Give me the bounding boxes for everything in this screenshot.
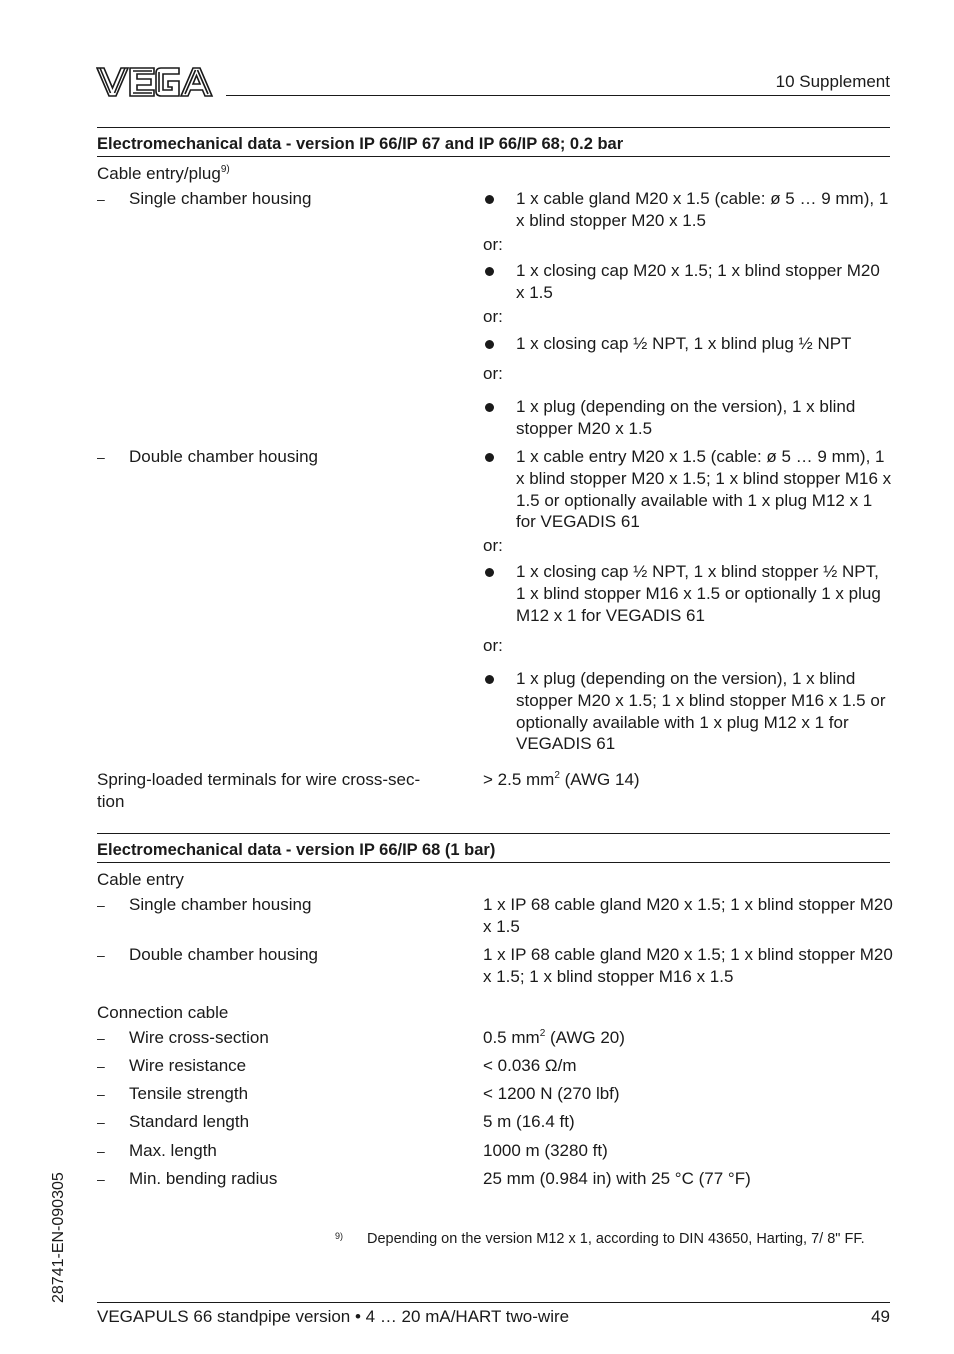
or-text: or: bbox=[483, 235, 503, 254]
cable-entry-label: Cable entry bbox=[97, 870, 184, 889]
list-item: 1 x closing cap M20 x 1.5; 1 x blind stopper M20 x 1.5 bbox=[483, 260, 893, 304]
table-row-label: – Wire resistance bbox=[97, 1056, 247, 1075]
document-code: 28741-EN-090305 bbox=[50, 1172, 67, 1303]
bullet-icon bbox=[485, 453, 494, 462]
section-title-ip67: Electromechanical data - version IP 66/IP 67 and IP 66/IP 68; 0.2 bar bbox=[97, 127, 890, 157]
table-row-label: – Min. bending radius bbox=[97, 1169, 278, 1188]
or-text: or: bbox=[483, 364, 503, 383]
footnote-ref[interactable]: 9) bbox=[220, 164, 230, 175]
table-row-value: 0.5 $mm^2$ (AWG 20) bbox=[483, 1028, 625, 1047]
list-item: 1 x plug (depending on the version), 1 x blind stopper M20 x 1.5 bbox=[483, 396, 893, 440]
chapter-heading: 10 Supplement bbox=[775, 72, 890, 91]
table-row-value: < 1200 N (270 lbf) bbox=[483, 1084, 620, 1103]
single-chamber-label: – Single chamber housing bbox=[97, 895, 312, 914]
page-number: 49 bbox=[871, 1307, 890, 1326]
vega-logo bbox=[96, 66, 214, 98]
list-item: 1 x closing cap ½ NPT, 1 x blind plug ½ NPT bbox=[483, 333, 893, 355]
bullet-icon bbox=[485, 340, 494, 349]
table-row-value: 1000 m (3280 ft) bbox=[483, 1141, 608, 1160]
list-item: 1 x plug (depending on the version), 1 x blind stopper M20 x 1.5; 1 x blind stopper M16 x 1.5 or optionally available with 1 x plug M12 x 1 for VEGADIS 61 bbox=[483, 668, 893, 755]
footnote-text: Depending on the version M12 x 1, according to DIN 43650, Harting, 7/ 8" FF. bbox=[367, 1231, 865, 1247]
cable-entry-plug-label: Cable entry/plug$^{9)}$ bbox=[97, 164, 230, 183]
or-text: or: bbox=[483, 636, 503, 655]
bullet-icon bbox=[485, 403, 494, 412]
or-text: or: bbox=[483, 536, 503, 555]
terminals-label: Spring-loaded terminals for wire cross-sec- tion bbox=[97, 770, 421, 811]
bullet-icon bbox=[485, 675, 494, 684]
connection-cable-label: Connection cable bbox=[97, 1003, 229, 1022]
double-chamber-value: 1 x IP 68 cable gland M20 x 1.5; 1 x blind stopper M20 x 1.5; 1 x blind stopper M16 x 1.5 bbox=[483, 945, 893, 986]
double-chamber-label: – Double chamber housing bbox=[97, 447, 319, 466]
section-title-ip68: Electromechanical data - version IP 66/IP 68 (1 bar) bbox=[97, 833, 890, 863]
or-text: or: bbox=[483, 307, 503, 326]
list-item: 1 x cable gland M20 x 1.5 (cable: ø 5 … 9 mm), 1 x blind stopper M20 x 1.5 bbox=[483, 188, 893, 232]
single-chamber-label: – Single chamber housing bbox=[97, 189, 312, 208]
table-row-label: – Max. length bbox=[97, 1141, 217, 1160]
single-chamber-value: 1 x IP 68 cable gland M20 x 1.5; 1 x blind stopper M20 x 1.5 bbox=[483, 895, 893, 936]
footer-rule bbox=[97, 1302, 890, 1303]
table-row-value: 25 mm (0.984 in) with 25 °C (77 °F) bbox=[483, 1169, 751, 1188]
bullet-icon bbox=[485, 195, 494, 204]
terminals-value: > 2.5 $mm^2$ (AWG 14) bbox=[483, 770, 640, 789]
header-rule bbox=[226, 95, 890, 96]
table-row-value: < 0.036 Ω/m bbox=[483, 1056, 577, 1075]
footnote-mark: 9) bbox=[335, 1231, 344, 1241]
list-item: 1 x closing cap ½ NPT, 1 x blind stopper ½ NPT, 1 x blind stopper M16 x 1.5 or optionally 1 x plug M12 x 1 for VEGADIS 61 bbox=[483, 561, 893, 626]
table-row-label: – Wire cross-section bbox=[97, 1028, 269, 1047]
list-item: 1 x cable entry M20 x 1.5 (cable: ø 5 … 9 mm), 1 x blind stopper M20 x 1.5; 1 x blind stopper M16 x 1.5 or optionally available with 1 x plug M12 x 1 for VEGADIS 61 bbox=[483, 446, 893, 533]
table-row-label: – Tensile strength bbox=[97, 1084, 249, 1103]
double-chamber-label: – Double chamber housing bbox=[97, 945, 319, 964]
table-row-label: – Standard length bbox=[97, 1112, 250, 1131]
footer-title: VEGAPULS 66 standpipe version • 4 … 20 mA/HART two-wire bbox=[97, 1307, 570, 1326]
table-row-value: 5 m (16.4 ft) bbox=[483, 1112, 575, 1131]
bullet-icon bbox=[485, 267, 494, 276]
bullet-icon bbox=[485, 568, 494, 577]
